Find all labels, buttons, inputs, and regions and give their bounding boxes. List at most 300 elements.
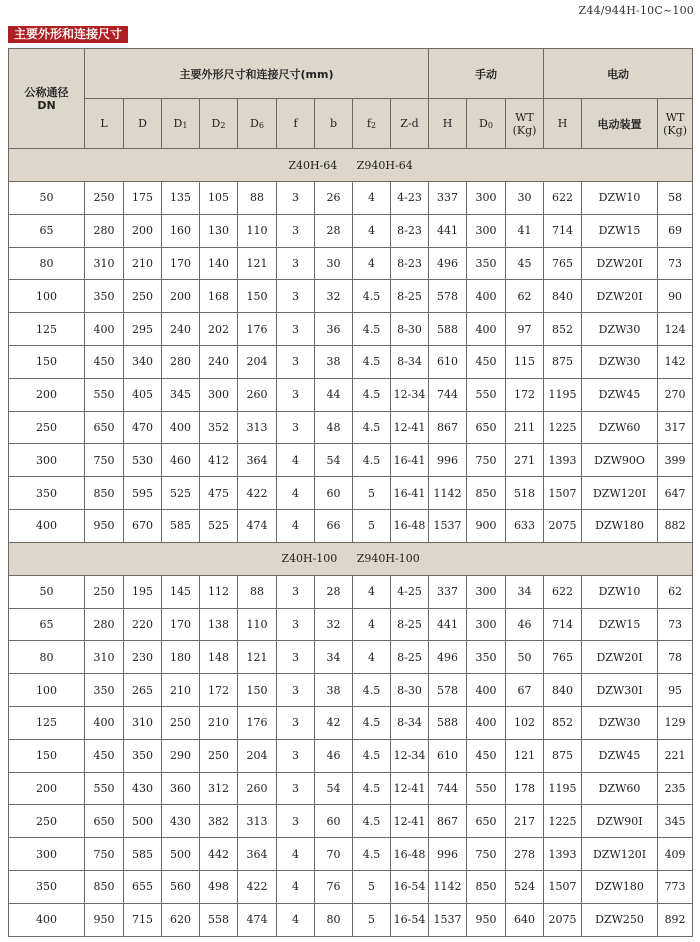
table-cell: 350 xyxy=(9,870,85,903)
table-cell: 60 xyxy=(315,805,353,838)
table-cell: 409 xyxy=(658,838,693,871)
table-cell: 30 xyxy=(506,182,544,215)
table-cell: 240 xyxy=(200,345,238,378)
table-cell: 650 xyxy=(85,805,124,838)
col-manual-H: H xyxy=(429,99,467,149)
table-cell: 1195 xyxy=(544,378,582,411)
table-cell: 34 xyxy=(506,575,544,608)
table-cell: 124 xyxy=(658,313,693,346)
table-cell: 130 xyxy=(200,214,238,247)
table-cell: DZW90O xyxy=(582,444,658,477)
table-cell: 382 xyxy=(200,805,238,838)
table-cell: 200 xyxy=(162,280,200,313)
table-cell: 204 xyxy=(238,739,277,772)
table-cell: 34 xyxy=(315,641,353,674)
dn-header xyxy=(9,49,85,149)
table-cell: 150 xyxy=(9,345,85,378)
table-cell: 5 xyxy=(353,509,391,542)
table-cell: 115 xyxy=(506,345,544,378)
table-cell: 1537 xyxy=(429,903,467,936)
table-cell: 16-48 xyxy=(391,838,429,871)
table-cell: 168 xyxy=(200,280,238,313)
table-cell: 450 xyxy=(467,345,506,378)
table-cell: 290 xyxy=(162,739,200,772)
table-cell: 1393 xyxy=(544,444,582,477)
table-cell: 110 xyxy=(238,214,277,247)
table-cell: 4.5 xyxy=(353,805,391,838)
dimensions-table xyxy=(8,48,693,937)
col-zd: Z-d xyxy=(391,99,429,149)
table-cell: 1142 xyxy=(429,870,467,903)
table-cell: 217 xyxy=(506,805,544,838)
table-cell: 8-23 xyxy=(391,247,429,280)
table-cell: 300 xyxy=(467,182,506,215)
table-cell: 622 xyxy=(544,575,582,608)
table-cell: 337 xyxy=(429,575,467,608)
table-cell: 54 xyxy=(315,444,353,477)
table-cell: 3 xyxy=(277,641,315,674)
table-cell: 4 xyxy=(353,214,391,247)
table-cell: 430 xyxy=(162,805,200,838)
table-cell: 550 xyxy=(467,378,506,411)
table-cell: 100 xyxy=(9,674,85,707)
table-cell: 312 xyxy=(200,772,238,805)
table-cell: 550 xyxy=(85,378,124,411)
table-cell: 12-34 xyxy=(391,739,429,772)
table-cell: 399 xyxy=(658,444,693,477)
table-cell: 97 xyxy=(506,313,544,346)
table-cell: DZW10 xyxy=(582,575,658,608)
table-cell: 46 xyxy=(315,739,353,772)
table-cell: 750 xyxy=(467,444,506,477)
table-cell: 12-34 xyxy=(391,378,429,411)
table-cell: 525 xyxy=(200,509,238,542)
table-cell: 4 xyxy=(277,444,315,477)
table-cell: 200 xyxy=(124,214,162,247)
table-cell: 422 xyxy=(238,477,277,510)
table-cell: 140 xyxy=(200,247,238,280)
table-cell: 210 xyxy=(124,247,162,280)
table-cell: 518 xyxy=(506,477,544,510)
table-cell: 8-25 xyxy=(391,280,429,313)
table-cell: 3 xyxy=(277,280,315,313)
table-cell: 3 xyxy=(277,706,315,739)
table-cell: DZW15 xyxy=(582,608,658,641)
table-cell: 150 xyxy=(9,739,85,772)
table-cell: 670 xyxy=(124,509,162,542)
table-cell: 12-41 xyxy=(391,411,429,444)
table-cell: 350 xyxy=(467,247,506,280)
table-cell: DZW30 xyxy=(582,313,658,346)
table-cell: 892 xyxy=(658,903,693,936)
table-cell: 3 xyxy=(277,247,315,280)
table-cell: 744 xyxy=(429,772,467,805)
manual-group-header: 手动 xyxy=(429,49,544,99)
table-cell: 105 xyxy=(200,182,238,215)
table-cell: 765 xyxy=(544,247,582,280)
table-cell: 337 xyxy=(429,182,467,215)
col-electric-device: 电动装置 xyxy=(582,99,658,149)
table-cell: 655 xyxy=(124,870,162,903)
table-cell: 100 xyxy=(9,280,85,313)
series-row xyxy=(9,542,693,575)
table-cell: 12-41 xyxy=(391,772,429,805)
table-cell: 4 xyxy=(353,608,391,641)
table-cell: 50 xyxy=(9,182,85,215)
col-D2: $D_2$ xyxy=(200,99,238,149)
table-cell: 610 xyxy=(429,739,467,772)
table-cell: 265 xyxy=(124,674,162,707)
table-cell: 172 xyxy=(506,378,544,411)
table-cell: 2075 xyxy=(544,509,582,542)
table-cell: 145 xyxy=(162,575,200,608)
table-cell: 750 xyxy=(85,838,124,871)
table-row xyxy=(9,608,693,641)
table-cell: 250 xyxy=(9,805,85,838)
table-cell: 340 xyxy=(124,345,162,378)
table-cell: 8-34 xyxy=(391,345,429,378)
table-cell: 8-30 xyxy=(391,674,429,707)
col-electric-WT: WT (Kg) xyxy=(658,99,693,149)
table-cell: 44 xyxy=(315,378,353,411)
table-cell: 3 xyxy=(277,608,315,641)
series-title: Z40H-100 Z940H-100 xyxy=(9,542,693,575)
table-cell: 4 xyxy=(277,903,315,936)
table-cell: 300 xyxy=(467,608,506,641)
table-cell: 67 xyxy=(506,674,544,707)
col-b: b xyxy=(315,99,353,149)
table-cell: 765 xyxy=(544,641,582,674)
table-cell: 260 xyxy=(238,772,277,805)
table-cell: 16-48 xyxy=(391,509,429,542)
table-cell: 38 xyxy=(315,674,353,707)
table-cell: 129 xyxy=(658,706,693,739)
table-cell: 496 xyxy=(429,641,467,674)
table-cell: 2075 xyxy=(544,903,582,936)
table-cell: 310 xyxy=(124,706,162,739)
table-cell: 364 xyxy=(238,444,277,477)
table-cell: 550 xyxy=(467,772,506,805)
table-cell: 850 xyxy=(467,870,506,903)
table-cell: 640 xyxy=(506,903,544,936)
table-cell: 450 xyxy=(85,739,124,772)
table-cell: 470 xyxy=(124,411,162,444)
table-row xyxy=(9,575,693,608)
table-cell: 1225 xyxy=(544,411,582,444)
table-cell: 80 xyxy=(9,641,85,674)
table-cell: DZW120I xyxy=(582,477,658,510)
table-cell: 364 xyxy=(238,838,277,871)
table-cell: 350 xyxy=(9,477,85,510)
series-title: Z40H-64 Z940H-64 xyxy=(9,149,693,182)
table-cell: 441 xyxy=(429,214,467,247)
table-cell: 525 xyxy=(162,477,200,510)
table-cell: 350 xyxy=(85,280,124,313)
table-cell: 1142 xyxy=(429,477,467,510)
table-cell: 622 xyxy=(544,182,582,215)
table-cell: 560 xyxy=(162,870,200,903)
table-row xyxy=(9,772,693,805)
table-cell: 180 xyxy=(162,641,200,674)
table-cell: 610 xyxy=(429,345,467,378)
table-cell: 400 xyxy=(467,674,506,707)
table-cell: 3 xyxy=(277,313,315,346)
table-cell: 48 xyxy=(315,411,353,444)
table-cell: 875 xyxy=(544,345,582,378)
table-cell: 36 xyxy=(315,313,353,346)
table-cell: 200 xyxy=(9,772,85,805)
table-body xyxy=(9,149,693,937)
table-cell: 400 xyxy=(9,903,85,936)
table-cell: 405 xyxy=(124,378,162,411)
table-cell: 744 xyxy=(429,378,467,411)
table-cell: 28 xyxy=(315,575,353,608)
table-cell: 278 xyxy=(506,838,544,871)
table-cell: 26 xyxy=(315,182,353,215)
table-cell: 400 xyxy=(467,706,506,739)
table-cell: 70 xyxy=(315,838,353,871)
table-cell: 852 xyxy=(544,706,582,739)
table-cell: 3 xyxy=(277,739,315,772)
table-cell: 4 xyxy=(277,838,315,871)
table-cell: 176 xyxy=(238,706,277,739)
table-cell: 475 xyxy=(200,477,238,510)
table-cell: 270 xyxy=(658,378,693,411)
table-cell: 867 xyxy=(429,805,467,838)
table-cell: 578 xyxy=(429,280,467,313)
table-cell: 41 xyxy=(506,214,544,247)
table-cell: DZW30 xyxy=(582,706,658,739)
table-cell: 850 xyxy=(85,870,124,903)
table-row xyxy=(9,903,693,936)
table-cell: 211 xyxy=(506,411,544,444)
table-cell: DZW60 xyxy=(582,411,658,444)
table-cell: 121 xyxy=(238,641,277,674)
table-cell: 996 xyxy=(429,444,467,477)
table-cell: 110 xyxy=(238,608,277,641)
table-cell: 360 xyxy=(162,772,200,805)
table-cell: 88 xyxy=(238,182,277,215)
table-cell: 300 xyxy=(200,378,238,411)
col-D1: $D_1$ xyxy=(162,99,200,149)
table-cell: 852 xyxy=(544,313,582,346)
table-cell: 220 xyxy=(124,608,162,641)
electric-group-header: 电动 xyxy=(544,49,693,99)
table-cell: 585 xyxy=(124,838,162,871)
col-electric-H: H xyxy=(544,99,582,149)
table-cell: 16-54 xyxy=(391,870,429,903)
table-cell: 585 xyxy=(162,509,200,542)
table-cell: 4.5 xyxy=(353,838,391,871)
table-cell: 240 xyxy=(162,313,200,346)
table-cell: 5 xyxy=(353,903,391,936)
table-cell: 1507 xyxy=(544,477,582,510)
table-cell: 125 xyxy=(9,706,85,739)
table-cell: 90 xyxy=(658,280,693,313)
document-code: Z44/944H-10C~100 xyxy=(578,4,694,17)
table-cell: 300 xyxy=(9,838,85,871)
table-cell: 310 xyxy=(85,247,124,280)
table-cell: 60 xyxy=(315,477,353,510)
table-cell: 8-25 xyxy=(391,608,429,641)
table-cell: 78 xyxy=(658,641,693,674)
table-cell: 250 xyxy=(124,280,162,313)
table-cell: 58 xyxy=(658,182,693,215)
table-cell: 32 xyxy=(315,280,353,313)
table-cell: 66 xyxy=(315,509,353,542)
table-row xyxy=(9,706,693,739)
table-cell: 16-41 xyxy=(391,477,429,510)
table-cell: 840 xyxy=(544,280,582,313)
table-cell: 280 xyxy=(162,345,200,378)
table-cell: 30 xyxy=(315,247,353,280)
table-cell: 295 xyxy=(124,313,162,346)
table-cell: 313 xyxy=(238,411,277,444)
table-cell: 313 xyxy=(238,805,277,838)
table-cell: 300 xyxy=(467,214,506,247)
table-cell: 430 xyxy=(124,772,162,805)
table-row xyxy=(9,378,693,411)
table-cell: 400 xyxy=(85,706,124,739)
table-row xyxy=(9,444,693,477)
table-cell: 280 xyxy=(85,608,124,641)
table-cell: DZW30 xyxy=(582,345,658,378)
table-cell: DZW15 xyxy=(582,214,658,247)
table-cell: 88 xyxy=(238,575,277,608)
table-cell: 345 xyxy=(162,378,200,411)
table-cell: 850 xyxy=(85,477,124,510)
table-row xyxy=(9,870,693,903)
table-cell: 460 xyxy=(162,444,200,477)
table-cell: 352 xyxy=(200,411,238,444)
table-cell: 148 xyxy=(200,641,238,674)
table-cell: 442 xyxy=(200,838,238,871)
table-cell: 4 xyxy=(353,575,391,608)
table-cell: 112 xyxy=(200,575,238,608)
table-cell: 8-23 xyxy=(391,214,429,247)
table-cell: 260 xyxy=(238,378,277,411)
table-cell: 160 xyxy=(162,214,200,247)
table-cell: 595 xyxy=(124,477,162,510)
table-cell: 235 xyxy=(658,772,693,805)
table-cell: 210 xyxy=(200,706,238,739)
table-cell: 3 xyxy=(277,575,315,608)
table-cell: DZW180 xyxy=(582,509,658,542)
table-cell: 271 xyxy=(506,444,544,477)
table-cell: 4-25 xyxy=(391,575,429,608)
table-cell: 50 xyxy=(506,641,544,674)
col-f2: $f_2$ xyxy=(353,99,391,149)
table-cell: 345 xyxy=(658,805,693,838)
table-cell: 3 xyxy=(277,378,315,411)
table-cell: 250 xyxy=(85,182,124,215)
table-row xyxy=(9,313,693,346)
table-cell: DZW45 xyxy=(582,378,658,411)
table-cell: 62 xyxy=(658,575,693,608)
table-cell: 450 xyxy=(85,345,124,378)
table-cell: 300 xyxy=(467,575,506,608)
table-cell: 474 xyxy=(238,509,277,542)
table-row xyxy=(9,214,693,247)
table-cell: 4 xyxy=(353,182,391,215)
table-cell: DZW10 xyxy=(582,182,658,215)
table-cell: 250 xyxy=(85,575,124,608)
table-cell: 204 xyxy=(238,345,277,378)
table-cell: 4 xyxy=(277,870,315,903)
table-cell: 221 xyxy=(658,739,693,772)
table-cell: 150 xyxy=(238,674,277,707)
table-cell: 620 xyxy=(162,903,200,936)
table-cell: 650 xyxy=(467,805,506,838)
table-cell: 714 xyxy=(544,608,582,641)
col-D6: $D_6$ xyxy=(238,99,277,149)
table-cell: DZW90I xyxy=(582,805,658,838)
table-cell: 400 xyxy=(467,280,506,313)
table-cell: 4.5 xyxy=(353,411,391,444)
series-row xyxy=(9,149,693,182)
table-cell: 172 xyxy=(200,674,238,707)
table-cell: 54 xyxy=(315,772,353,805)
table-cell: 350 xyxy=(85,674,124,707)
table-cell: 210 xyxy=(162,674,200,707)
table-cell: 647 xyxy=(658,477,693,510)
table-cell: 16-41 xyxy=(391,444,429,477)
table-cell: 1537 xyxy=(429,509,467,542)
table-cell: 500 xyxy=(162,838,200,871)
table-cell: 95 xyxy=(658,674,693,707)
table-cell: 5 xyxy=(353,870,391,903)
table-cell: 400 xyxy=(467,313,506,346)
table-row xyxy=(9,838,693,871)
table-cell: 138 xyxy=(200,608,238,641)
table-cell: 150 xyxy=(238,280,277,313)
table-cell: 4.5 xyxy=(353,674,391,707)
table-cell: DZW20I xyxy=(582,641,658,674)
table-cell: 65 xyxy=(9,214,85,247)
table-cell: 250 xyxy=(162,706,200,739)
table-cell: 578 xyxy=(429,674,467,707)
col-manual-WT: WT (Kg) xyxy=(506,99,544,149)
table-cell: 4.5 xyxy=(353,739,391,772)
table-cell: 142 xyxy=(658,345,693,378)
table-cell: 633 xyxy=(506,509,544,542)
table-cell: 4.5 xyxy=(353,280,391,313)
table-cell: 16-54 xyxy=(391,903,429,936)
table-cell: DZW45 xyxy=(582,739,658,772)
table-cell: 3 xyxy=(277,345,315,378)
table-cell: 882 xyxy=(658,509,693,542)
table-cell: 5 xyxy=(353,477,391,510)
table-cell: 45 xyxy=(506,247,544,280)
table-cell: 524 xyxy=(506,870,544,903)
table-cell: 400 xyxy=(85,313,124,346)
table-cell: 500 xyxy=(124,805,162,838)
table-cell: 588 xyxy=(429,313,467,346)
table-cell: 496 xyxy=(429,247,467,280)
table-cell: 73 xyxy=(658,608,693,641)
table-cell: 4.5 xyxy=(353,345,391,378)
table-cell: 4 xyxy=(353,247,391,280)
table-cell: 76 xyxy=(315,870,353,903)
table-cell: 558 xyxy=(200,903,238,936)
table-cell: 714 xyxy=(544,214,582,247)
table-cell: 80 xyxy=(9,247,85,280)
table-cell: 4-23 xyxy=(391,182,429,215)
table-cell: 650 xyxy=(467,411,506,444)
table-cell: 250 xyxy=(200,739,238,772)
table-cell: 250 xyxy=(9,411,85,444)
table-cell: 3 xyxy=(277,805,315,838)
